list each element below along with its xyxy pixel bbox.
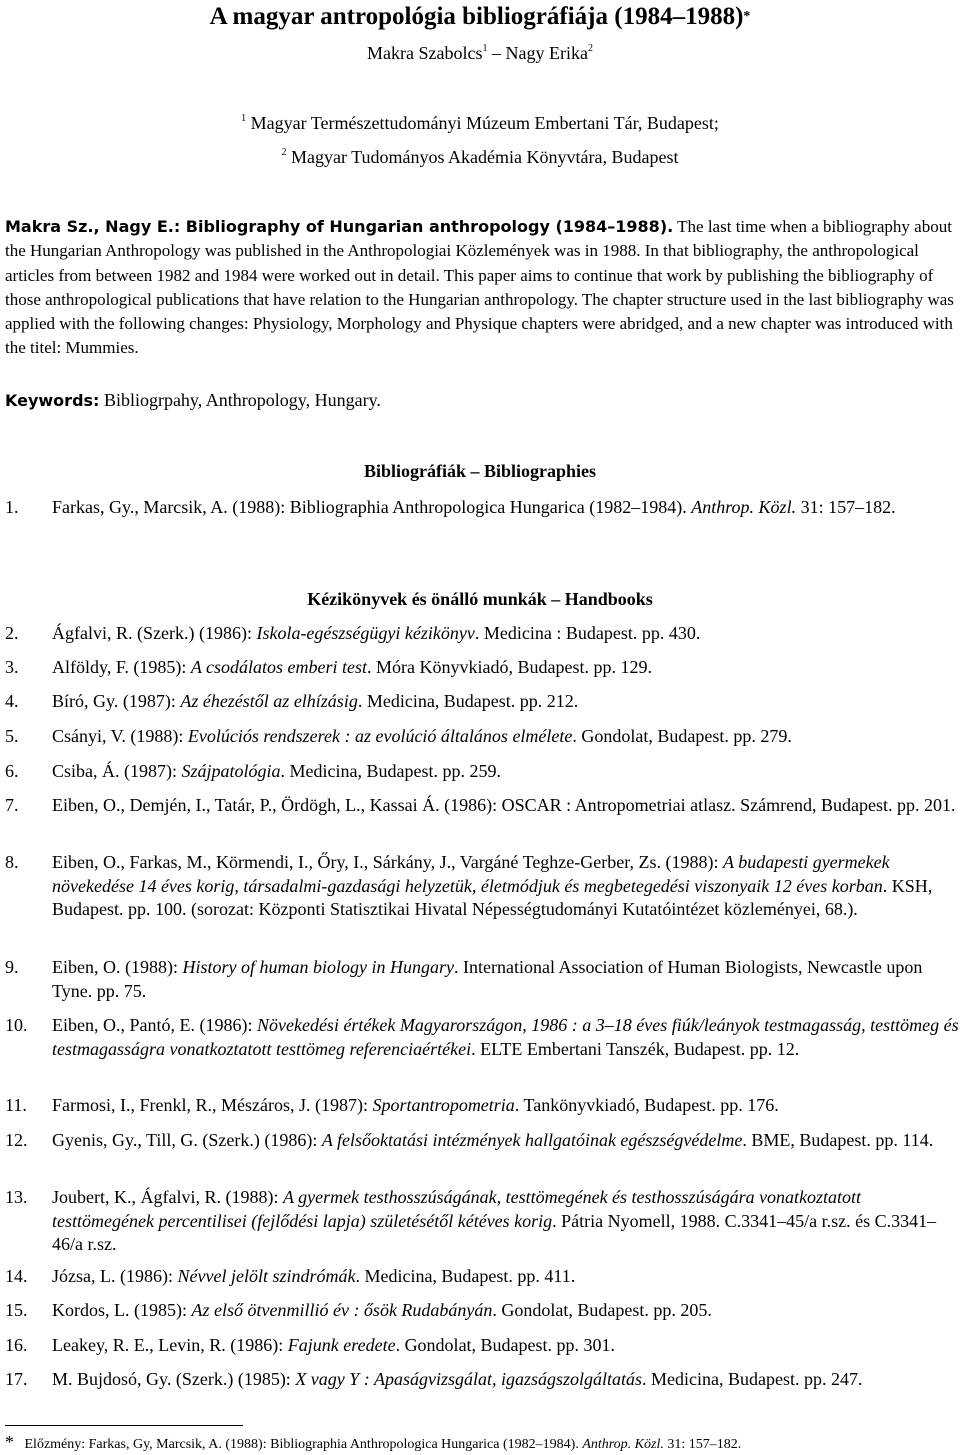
author-separator: –	[492, 43, 501, 63]
section-title-handbooks: Kézikönyvek és önálló munkák – Handbooks	[307, 589, 653, 609]
bibliography-entry	[5, 1334, 960, 1358]
entry-text	[52, 690, 960, 714]
entry-text	[52, 760, 960, 784]
abstract	[5, 215, 955, 361]
entry-number: 6.	[5, 761, 19, 781]
keywords-label: Keywords:	[5, 391, 100, 410]
affil-text: Magyar Természettudományi Múzeum Embertani Tár, Budapest;	[250, 113, 719, 133]
affil-text: Magyar Tudományos Akadémia Könyvtára, Budapest	[291, 147, 679, 167]
entry-authors: Csányi, V. (1988):	[52, 726, 188, 746]
entry-title: Iskola-egészségügyi kézikönyv	[256, 623, 475, 643]
entry-details: . Medicina, Budapest. pp. 212.	[357, 691, 579, 711]
entry-title: Fajunk eredete	[287, 1335, 396, 1355]
paper-title	[0, 2, 960, 36]
entry-title: X vagy Y : Apaságvizsgálat, igazságszolgáltatás	[295, 1369, 642, 1389]
entry-details: 31: 157–182.	[796, 497, 896, 517]
bibliography-entry	[5, 622, 960, 646]
entry-details: . Móra Könyvkiadó, Budapest. pp. 129.	[367, 657, 653, 677]
abstract-authors: Makra Sz., Nagy E.	[5, 217, 174, 236]
bibliography-entry	[5, 1368, 960, 1392]
entry-text	[52, 622, 960, 646]
entry-authors: Kordos, L. (1985):	[52, 1300, 192, 1320]
entry-title: A budapesti gyermekek növekedése 14 éves korig, társadalmi-gazdasági helyzetük, életmódjuk és megbetegedési viszonyaik 12 éves korban	[52, 852, 890, 896]
bibliography-entry	[5, 1094, 960, 1118]
entry-authors: Eiben, O., Demjén, I., Tatár, P., Ördögh, L., Kassai Á. (1986): OSCAR : Antropometriai atlasz. Számrend, Budapest. pp. 201.	[52, 795, 956, 815]
entry-authors: Ágfalvi, R. (Szerk.) (1986):	[52, 623, 257, 643]
entry-authors: Eiben, O., Farkas, M., Körmendi, I., Őry, I., Sárkány, J., Vargáné Teghze-Gerber, Zs. (1988):	[52, 852, 724, 872]
entry-text	[52, 1129, 960, 1153]
entry-number: 15.	[5, 1300, 28, 1320]
entry-number: 7.	[5, 795, 19, 815]
bibliography-entry	[5, 794, 960, 818]
entry-authors: Eiben, O., Pantó, E. (1986):	[52, 1015, 257, 1035]
bibliography-entry	[5, 760, 960, 784]
entry-details: . Pátria Nyomell, 1988. C.3341–45/a r.sz. és C.3341–46/a r.sz.	[52, 1210, 937, 1254]
entry-title: Evolúciós rendszerek : az evolúció általános elmélete	[187, 726, 573, 746]
entry-authors: Leakey, R. E., Levin, R. (1986):	[52, 1335, 288, 1355]
entry-authors: Farkas, Gy., Marcsik, A. (1988): Bibliographia Anthropologica Hungarica (1982–1984).	[52, 497, 692, 517]
author-affil-marker: 1	[482, 43, 488, 54]
entry-title: Növekedési értékek Magyarországon, 1986 : a 3–18 éves fiúk/leányok testmagasság, testtömeg és testmagasságra vonatkoztatott testtömeg referenciaértékei	[52, 1015, 959, 1059]
entry-number: 10.	[5, 1015, 28, 1035]
entry-details: . KSH, Budapest. pp. 100. (sorozat: Központi Statisztikai Hivatal Népességtudományi Kutatóintézet közleményei, 68.).	[52, 875, 933, 919]
author-name: Nagy Erika	[505, 43, 588, 63]
entry-title: A gyermek testhosszúságának, testtömegének és testhosszúságára vonatkoztatott testtömegének percentilisei (fejlődési lapja) születésétől kétéves korig	[52, 1187, 862, 1231]
entry-authors: Csiba, Á. (1987):	[52, 761, 182, 781]
entry-text	[52, 1094, 960, 1118]
entry-number: 12.	[5, 1130, 28, 1150]
bibliography-entry	[5, 851, 960, 922]
entry-number: 5.	[5, 726, 19, 746]
entry-text	[52, 725, 960, 749]
entry-details: . International Association of Human Biologists, Newcastle upon Tyne. pp. 75.	[52, 957, 923, 1001]
entry-text	[52, 1014, 960, 1061]
bibliography-entry	[5, 1129, 960, 1153]
footnote-divider	[5, 1425, 243, 1426]
footnote-marker: *	[5, 1432, 14, 1452]
entry-number: 17.	[5, 1369, 28, 1389]
entry-text	[52, 1265, 960, 1289]
entry-text	[52, 794, 960, 818]
footnote-details: 31: 157–182.	[663, 1437, 742, 1452]
author-affil-marker: 2	[587, 43, 593, 54]
entry-title: Szájpatológia	[181, 761, 281, 781]
entry-details: . Medicina, Budapest. pp. 411.	[355, 1266, 576, 1286]
entry-number: 4.	[5, 691, 19, 711]
affil-marker: 1	[241, 113, 247, 124]
entry-title: Sportantropometria	[372, 1095, 515, 1115]
section-title-bibliographies: Bibliográfiák – Bibliographies	[363, 461, 597, 481]
entry-text	[52, 956, 960, 1003]
entry-details: . ELTE Embertani Tanszék, Budapest. pp. 12.	[471, 1038, 800, 1059]
entry-number: 1.	[5, 497, 19, 517]
entry-details: . Medicina : Budapest. pp. 430.	[474, 623, 701, 643]
entry-authors: Józsa, L. (1986):	[52, 1266, 178, 1286]
entry-number: 9.	[5, 957, 19, 977]
entry-title: Az éhezéstől az elhízásig	[180, 691, 358, 711]
keywords-text: Bibliogrpahy, Anthropology, Hungary.	[103, 390, 381, 410]
entry-title: History of human biology in Hungary	[182, 957, 454, 977]
affiliation-2	[0, 146, 960, 172]
affiliation-1	[0, 112, 960, 138]
entry-title: Névvel jelölt szindrómák	[177, 1266, 356, 1286]
entry-authors: Eiben, O. (1988):	[52, 957, 183, 977]
entry-title: Az első ötvenmillió év : ősök Rudabányán	[191, 1300, 493, 1320]
entry-authors: Joubert, K., Ágfalvi, R. (1988):	[52, 1187, 283, 1207]
entry-text	[52, 851, 960, 922]
bibliography-entry	[5, 1265, 960, 1289]
entry-number: 14.	[5, 1266, 28, 1286]
bibliography-entry	[5, 725, 960, 749]
title-text: A magyar antropológia bibliográfiája (1984–1988)	[209, 3, 744, 30]
bibliography-entry	[5, 690, 960, 714]
author-1	[367, 43, 487, 63]
bibliography-entry	[5, 956, 960, 1003]
footnote-journal: Anthrop. Közl.	[582, 1437, 664, 1452]
abstract-text: The last time when a bibliography about the Hungarian Anthropology was published in the Anthropologiai Közlemények was in 1988. In that bibliography, the anthropological articles from between 1982 and 1984 were worked out in detail. This paper aims to continue that work by publishing the bibliography of those anthropological publications that have relation to the Hungarian anthropology. The chapter structure used in the last bibliography was applied with the following changes: Physiology, Morphology and Physique chapters were abridged, and a new chapter was introduced with the titel: Mummies.	[5, 217, 954, 358]
entry-authors: M. Bujdosó, Gy. (Szerk.) (1985):	[52, 1369, 296, 1389]
affil-marker: 2	[281, 147, 287, 158]
entry-title: A felsőoktatási intézmények hallgatóinak egészségvédelme	[321, 1130, 743, 1150]
entry-number: 2.	[5, 623, 19, 643]
footnote-text: Előzmény: Farkas, Gy, Marcsik, A. (1988): Bibliographia Anthropologica Hungarica (1982–1984).	[24, 1437, 583, 1452]
author-2	[506, 43, 593, 63]
author-line	[0, 42, 960, 68]
keywords	[5, 388, 381, 413]
entry-authors: Bíró, Gy. (1987):	[52, 691, 181, 711]
entry-authors: Gyenis, Gy., Till, G. (Szerk.) (1986):	[52, 1130, 322, 1150]
entry-number: 3.	[5, 657, 19, 677]
entry-number: 13.	[5, 1187, 28, 1207]
entry-details: . BME, Budapest. pp. 114.	[742, 1130, 934, 1150]
author-name: Makra Szabolcs	[367, 43, 483, 63]
entry-text	[52, 1368, 960, 1392]
bibliography-entry	[5, 656, 960, 680]
entry-details: . Medicina, Budapest. pp. 247.	[642, 1369, 863, 1389]
footnote	[5, 1432, 741, 1455]
entry-details: . Tankönyvkiadó, Budapest. pp. 176.	[514, 1095, 779, 1115]
title-footnote-marker: *	[743, 9, 751, 24]
entry-details: . Gondolat, Budapest. pp. 205.	[492, 1300, 712, 1320]
entry-text	[52, 1299, 960, 1323]
entry-text	[52, 1334, 960, 1358]
entry-number: 8.	[5, 852, 19, 872]
bibliography-entry	[5, 496, 960, 520]
entry-authors: Farmosi, I., Frenkl, R., Mészáros, J. (1987):	[52, 1095, 373, 1115]
entry-journal: Anthrop. Közl.	[691, 497, 797, 517]
abstract-heading	[5, 217, 673, 236]
entry-details: . Gondolat, Budapest. pp. 301.	[395, 1335, 616, 1355]
abstract-title: : Bibliography of Hungarian anthropology (1984–1988).	[173, 217, 674, 236]
entry-number: 16.	[5, 1335, 28, 1355]
entry-number: 11.	[5, 1095, 27, 1115]
bibliography-entry	[5, 1014, 960, 1061]
entry-text	[52, 656, 960, 680]
bibliography-entry	[5, 1186, 960, 1257]
entry-text	[52, 496, 960, 520]
entry-authors: Alföldy, F. (1985):	[52, 657, 191, 677]
entry-text	[52, 1186, 960, 1257]
entry-details: . Medicina, Budapest. pp. 259.	[280, 761, 501, 781]
bibliography-entry	[5, 1299, 960, 1323]
entry-title: A csodálatos emberi test	[190, 657, 368, 677]
entry-details: . Gondolat, Budapest. pp. 279.	[572, 726, 792, 746]
